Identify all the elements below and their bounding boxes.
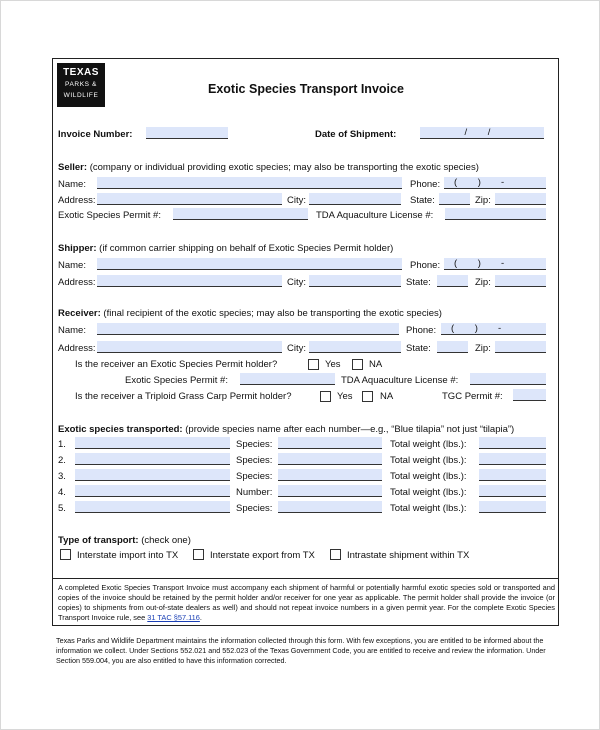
species-row-species-field[interactable] (278, 453, 382, 465)
shipper-address-label: Address: (58, 277, 96, 288)
species-row-species-label: Species: (236, 471, 273, 482)
transport-export-label: Interstate export from TX (210, 550, 315, 561)
shipper-heading: Shipper: (58, 243, 97, 254)
receiver-heading: Receiver: (58, 308, 101, 319)
tpwd-logo (57, 63, 105, 107)
date-of-shipment-label: Date of Shipment: (315, 129, 397, 140)
transport-heading: Type of transport: (58, 535, 139, 546)
receiver-tgc-field[interactable] (513, 389, 546, 401)
species-row-weight-field[interactable] (479, 437, 546, 449)
species-row-weight-field[interactable] (479, 469, 546, 481)
invoice-number-field[interactable] (146, 127, 228, 139)
seller-phone-placeholder: ( ) (454, 177, 490, 188)
transport-heading-line (58, 535, 191, 547)
receiver-grass-carp-question: Is the receiver a Triploid Grass Carp Permit holder? (75, 391, 292, 402)
seller-state-label: State: (410, 195, 435, 206)
receiver-note: (final recipient of the exotic species; may also be transporting the exotic species) (103, 308, 442, 319)
species-row-field[interactable] (75, 485, 230, 497)
shipper-city-field[interactable] (309, 275, 401, 287)
species-row-weight-label: Total weight (lbs.): (390, 455, 467, 466)
date-placeholder: / / (464, 127, 500, 138)
form-title: Exotic Species Transport Invoice (208, 82, 404, 96)
shipper-heading-line (58, 243, 393, 255)
species-row-num: 2. (58, 455, 66, 466)
receiver-state-label: State: (406, 343, 431, 354)
species-row-weight-field[interactable] (479, 453, 546, 465)
seller-heading-line (58, 162, 479, 174)
receiver-grass-carp-yes-checkbox[interactable] (320, 391, 331, 402)
receiver-phone-label: Phone: (406, 325, 437, 336)
notice-text: A completed Exotic Species Transport Invoice must accompany each shipment of harmful or potentially harmful exotic species sold or transported and copies of the invoice should be retained by the permit holder and/or receiver for one year as applicable. The permit holder shall provide the invoice (or copies) to shipments from out-of-state dealers as well) and should not repeat invoice numbers in a given permit year. For the complete Exotic Species Transport Invoice rule, see (58, 583, 555, 622)
species-row-weight-label: Total weight (lbs.): (390, 471, 467, 482)
receiver-zip-field[interactable] (495, 341, 546, 353)
receiver-zip-label: Zip: (475, 343, 491, 354)
receiver-heading-line (58, 308, 442, 320)
species-row-field[interactable] (75, 437, 230, 449)
species-row-num: 3. (58, 471, 66, 482)
seller-address-field[interactable] (97, 193, 282, 205)
receiver-permit-label: Exotic Species Permit #: (125, 375, 228, 386)
species-row-species-label: Species: (236, 439, 273, 450)
seller-zip-field[interactable] (495, 193, 546, 205)
shipper-note: (if common carrier shipping on behalf of Exotic Species Permit holder) (99, 243, 394, 254)
shipper-phone-label: Phone: (410, 260, 441, 271)
transport-import-label: Interstate import into TX (77, 550, 179, 561)
date-of-shipment-field[interactable] (420, 127, 544, 139)
species-row-weight-field[interactable] (479, 485, 546, 497)
receiver-address-label: Address: (58, 343, 96, 354)
receiver-grass-carp-na-label: NA (380, 391, 394, 402)
notice-paragraph (58, 583, 555, 623)
privacy-footer (56, 636, 552, 666)
species-row-species-field[interactable] (278, 501, 382, 513)
species-note: (provide species name after each number—e.g., “Blue tilapia” not just “tilapia”) (185, 424, 515, 435)
species-row-field[interactable] (75, 453, 230, 465)
transport-intrastate-label: Intrastate shipment within TX (347, 550, 470, 561)
receiver-name-label: Name: (58, 325, 86, 336)
species-row-num: 5. (58, 503, 66, 514)
logo-line-1: TEXAS (63, 67, 99, 78)
receiver-tda-field[interactable] (470, 373, 546, 385)
receiver-phone-field[interactable] (441, 323, 546, 335)
logo-line-3: WILDLIFE (63, 92, 99, 99)
seller-address-label: Address: (58, 195, 96, 206)
species-row-species-label: Species: (236, 455, 273, 466)
shipper-phone-placeholder: ( ) (454, 258, 490, 269)
transport-import-checkbox[interactable] (60, 549, 71, 560)
receiver-tgc-label: TGC Permit #: (442, 391, 503, 402)
species-row-species-label: Species: (236, 503, 273, 514)
species-row-weight-label: Total weight (lbs.): (390, 503, 467, 514)
species-row-weight-label: Total weight (lbs.): (390, 487, 467, 498)
receiver-permit-na-label: NA (369, 359, 383, 370)
shipper-state-label: State: (406, 277, 431, 288)
receiver-permit-question: Is the receiver an Exotic Species Permit holder? (75, 359, 278, 370)
shipper-state-field[interactable] (437, 275, 468, 287)
species-row-field[interactable] (75, 469, 230, 481)
transport-export-checkbox[interactable] (193, 549, 204, 560)
shipper-phone-field[interactable] (444, 258, 546, 270)
seller-zip-label: Zip: (475, 195, 491, 206)
seller-heading: Seller: (58, 162, 88, 173)
receiver-permit-na-checkbox[interactable] (352, 359, 363, 370)
shipper-name-field[interactable] (97, 258, 402, 270)
species-row-species-field[interactable] (278, 485, 382, 497)
seller-permit-field[interactable] (173, 208, 308, 220)
logo-line-2: PARKS & (65, 81, 97, 88)
species-heading-line (58, 424, 514, 436)
shipper-zip-field[interactable] (495, 275, 546, 287)
species-row-weight-field[interactable] (479, 501, 546, 513)
seller-note: (company or individual providing exotic species; may also be transporting the exotic species) (89, 162, 479, 173)
seller-name-field[interactable] (97, 177, 402, 189)
receiver-permit-yes-checkbox[interactable] (308, 359, 319, 370)
seller-phone-dash: - (501, 177, 505, 188)
species-row-species-field[interactable] (278, 469, 382, 481)
receiver-city-field[interactable] (309, 341, 401, 353)
tac-rule-link[interactable]: 31 TAC §57.116 (147, 613, 200, 622)
shipper-address-field[interactable] (97, 275, 282, 287)
shipper-phone-dash: - (501, 258, 505, 269)
species-row-species-field[interactable] (278, 437, 382, 449)
species-row-num: 1. (58, 439, 66, 450)
receiver-permit-yes-label: Yes (325, 359, 341, 370)
shipper-zip-label: Zip: (475, 277, 491, 288)
receiver-city-label: City: (287, 343, 306, 354)
seller-name-label: Name: (58, 179, 86, 190)
receiver-permit-field[interactable] (240, 373, 335, 385)
shipper-city-label: City: (287, 277, 306, 288)
species-row-num: 4. (58, 487, 66, 498)
species-row-species-label: Number: (236, 487, 273, 498)
transport-intrastate-checkbox[interactable] (330, 549, 341, 560)
seller-phone-label: Phone: (410, 179, 441, 190)
receiver-phone-placeholder: ( ) (451, 323, 487, 334)
receiver-state-field[interactable] (437, 341, 468, 353)
species-row-field[interactable] (75, 501, 230, 513)
receiver-phone-dash: - (498, 323, 502, 334)
seller-city-label: City: (287, 195, 306, 206)
seller-tda-label: TDA Aquaculture License #: (316, 210, 434, 221)
seller-phone-field[interactable] (444, 177, 546, 189)
species-heading: Exotic species transported: (58, 424, 183, 435)
seller-tda-field[interactable] (445, 208, 546, 220)
seller-city-field[interactable] (309, 193, 401, 205)
shipper-name-label: Name: (58, 260, 86, 271)
footer-text: Texas Parks and Wildlife Department maintains the information collected through this form. With few exceptions, you are entitled to be informed about the information we collect. Under Sections 552.021 and 552.023 of the Texas Government Code, you are entitled to receive and review the information. Under Section 559.004, you are also entitled to have this information corrected. (56, 636, 546, 665)
transport-note: (check one) (141, 535, 191, 546)
notice-end: . (199, 613, 202, 622)
receiver-address-field[interactable] (97, 341, 282, 353)
seller-state-field[interactable] (439, 193, 470, 205)
receiver-grass-carp-na-checkbox[interactable] (362, 391, 373, 402)
notice-divider (53, 578, 558, 579)
species-row-weight-label: Total weight (lbs.): (390, 439, 467, 450)
seller-permit-label: Exotic Species Permit #: (58, 210, 161, 221)
receiver-tda-label: TDA Aquaculture License #: (341, 375, 459, 386)
receiver-grass-carp-yes-label: Yes (337, 391, 353, 402)
invoice-number-label: Invoice Number: (58, 129, 133, 140)
receiver-name-field[interactable] (97, 323, 399, 335)
